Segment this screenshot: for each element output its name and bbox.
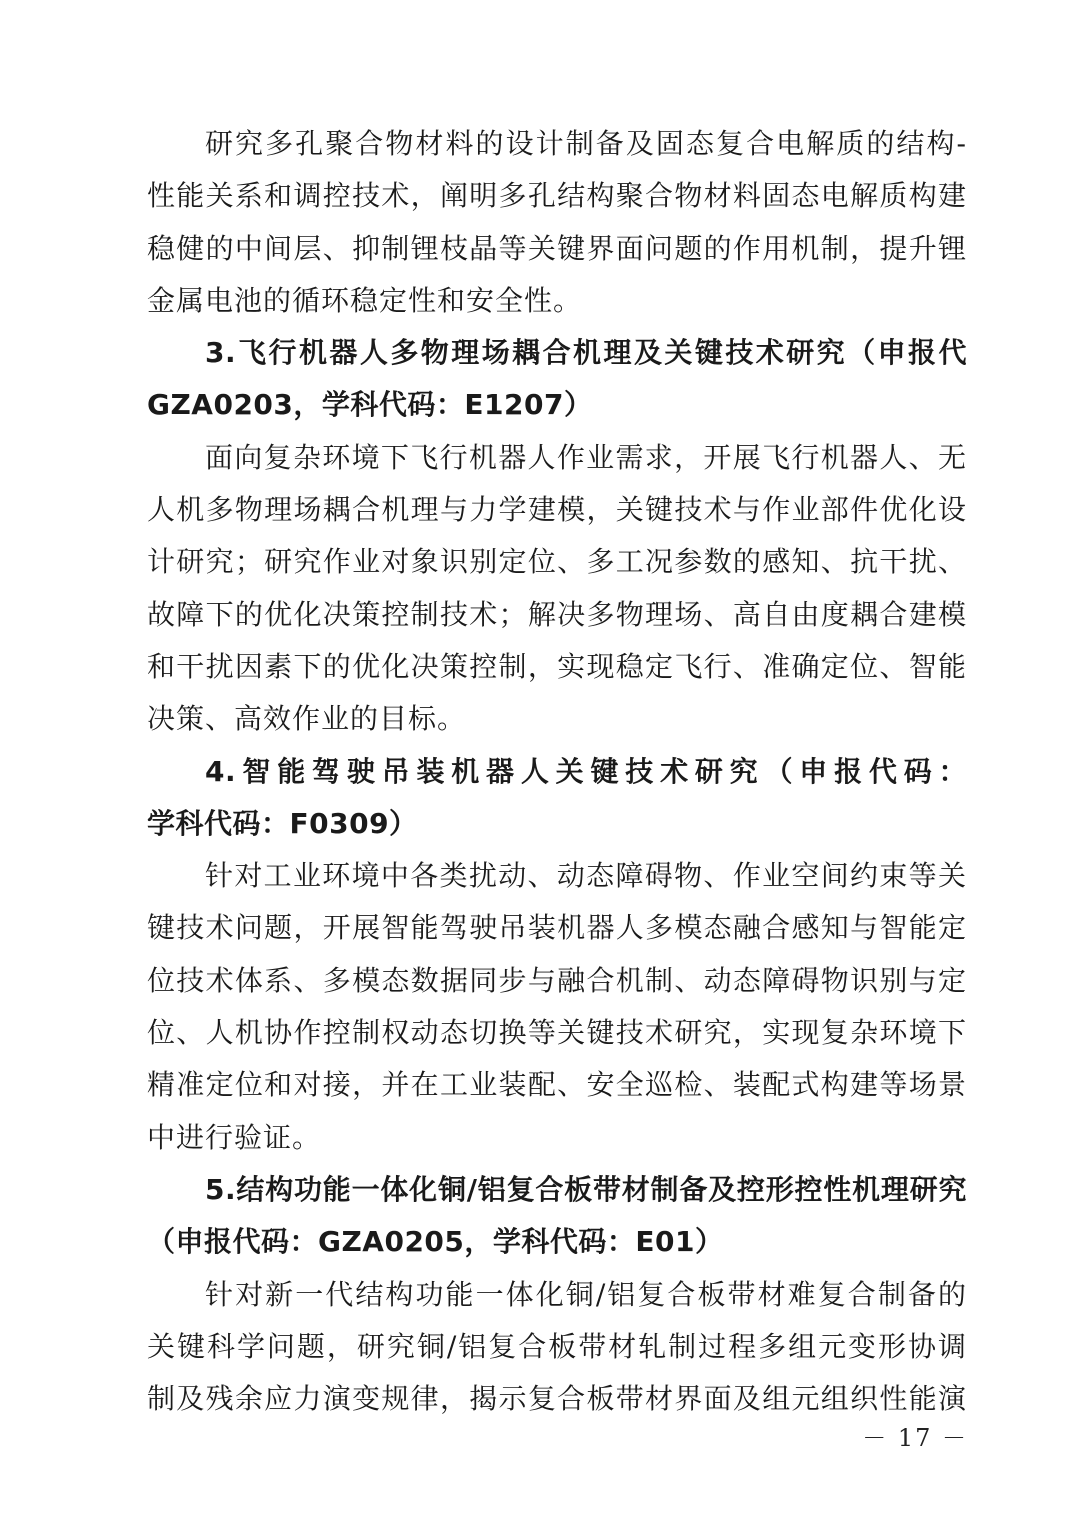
heading-line: （申报代码：GZA0205，学科代码：E01） xyxy=(147,1225,724,1259)
text-line: 计研究；研究作业对象识别定位、多工况参数的感知、抗干扰、 xyxy=(147,545,967,579)
text-line: 针对新一代结构功能一体化铜/铝复合板带材难复合制备的 xyxy=(205,1277,967,1311)
heading-line: 4.智能驾驶吊装机器人关键技术研究（申报代码： xyxy=(205,754,967,788)
heading-line: 学科代码：F0309） xyxy=(147,806,418,840)
text-line: 面向复杂环境下飞行机器人作业需求，开展飞行机器人、无 xyxy=(205,440,967,474)
text-line: 位技术体系、多模态数据同步与融合机制、动态障碍物识别与定 xyxy=(147,963,967,997)
text-line: 位、人机协作控制权动态切换等关键技术研究，实现复杂环境下 xyxy=(147,1016,967,1050)
text-line: 精准定位和对接，并在工业装配、安全巡检、装配式构建等场景 xyxy=(147,1068,967,1102)
text-line: 性能关系和调控技术，阐明多孔结构聚合物材料固态电解质构建 xyxy=(147,179,967,213)
text-line: 关键科学问题，研究铜/铝复合板带材轧制过程多组元变形协调 xyxy=(147,1329,967,1363)
document-page xyxy=(147,118,967,1425)
section-heading xyxy=(147,1164,967,1269)
body-paragraph xyxy=(147,118,967,327)
text-line: 研究多孔聚合物材料的设计制备及固态复合电解质的结构- xyxy=(205,127,967,160)
text-line: 人机多物理场耦合机理与力学建模，关键技术与作业部件优化设 xyxy=(147,493,967,527)
text-line: 决策、高效作业的目标。 xyxy=(147,702,467,736)
text-line: 故障下的优化决策控制技术；解决多物理场、高自由度耦合建模 xyxy=(147,597,967,631)
text-line: 针对工业环境中各类扰动、动态障碍物、作业空间约束等关 xyxy=(205,859,967,893)
heading-line: 3.飞行机器人多物理场耦合机理及关键技术研究（申报代 xyxy=(205,336,967,370)
text-line: 稳健的中间层、抑制锂枝晶等关键界面问题的作用机制，提升锂 xyxy=(147,231,967,265)
section-heading xyxy=(147,746,967,851)
section-heading xyxy=(147,327,967,432)
page-number: － 17 － xyxy=(862,1424,968,1452)
heading-line: GZA0203，学科代码：E1207） xyxy=(147,388,593,422)
body-paragraph xyxy=(147,850,967,1164)
text-line: 金属电池的循环稳定性和安全性。 xyxy=(147,283,583,317)
text-line: 制及残余应力演变规律，揭示复合板带材界面及组元组织性能演 xyxy=(147,1382,967,1416)
text-line: 键技术问题，开展智能驾驶吊装机器人多模态融合感知与智能定 xyxy=(147,911,967,945)
text-line: 和干扰因素下的优化决策控制，实现稳定飞行、准确定位、智能 xyxy=(147,649,967,683)
text-line: 中进行验证。 xyxy=(147,1120,322,1154)
body-paragraph xyxy=(147,432,967,746)
heading-line: 5.结构功能一体化铜/铝复合板带材制备及控形控性机理研究 xyxy=(205,1172,967,1206)
body-paragraph xyxy=(147,1269,967,1426)
